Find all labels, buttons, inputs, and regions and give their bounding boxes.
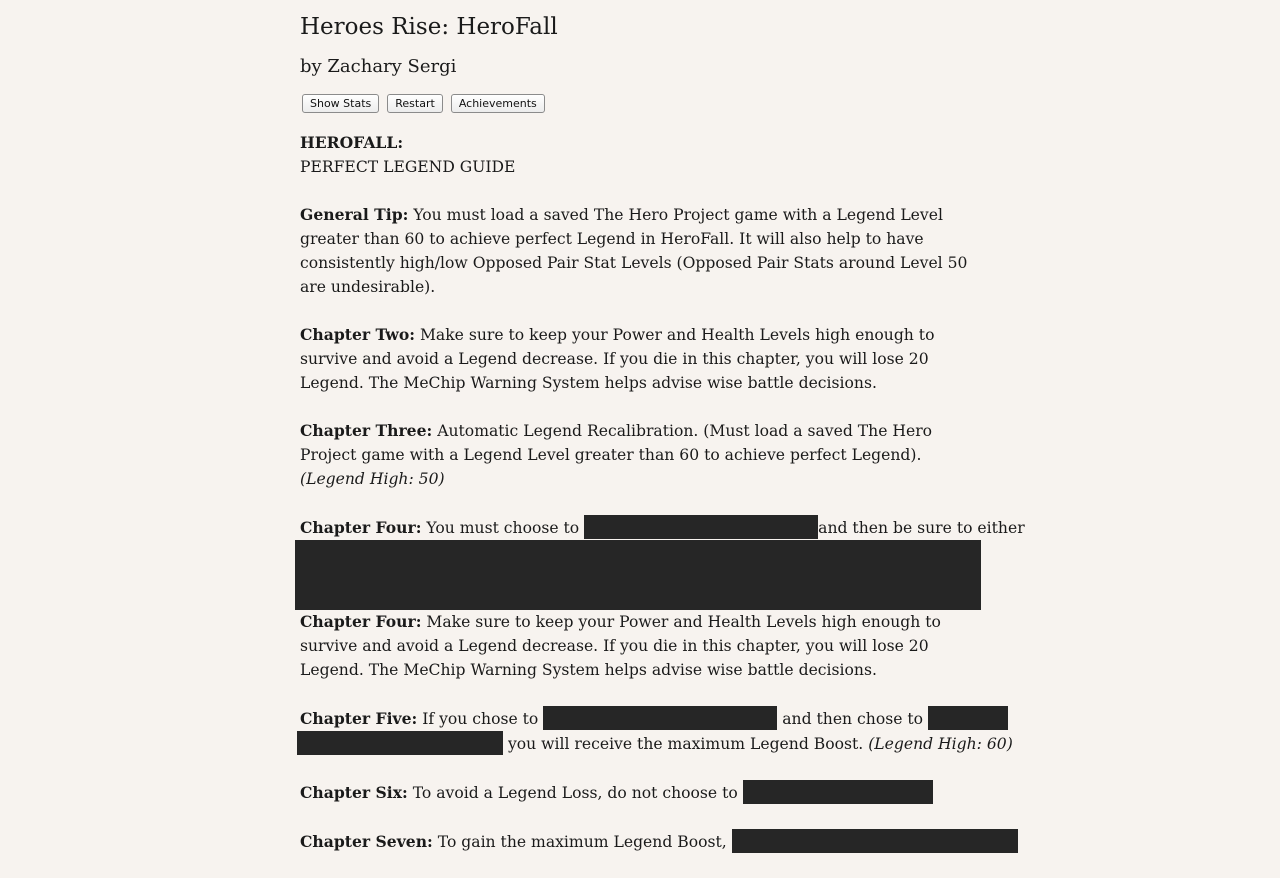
chapter-seven [300,829,990,854]
chapter-five [300,706,1013,756]
chapter-two [300,323,990,395]
chapter-four-a-text-1: You must choose to [421,519,585,537]
chapter-two-label: Chapter Two: [300,325,415,344]
toolbar [300,94,990,114]
game-title: Heroes Rise: HeroFall [300,14,558,40]
game-page [300,12,1025,878]
chapter-four-a-label: Chapter Four: [300,518,422,537]
achievements-button[interactable]: Achievements [451,94,545,113]
chapter-four-a [300,515,1025,610]
chapter-three [300,419,990,491]
show-stats-button[interactable]: Show Stats [302,94,379,113]
chapter-five-text-1: If you chose to [417,710,544,728]
redacted-spoiler-block [295,540,981,610]
game-author: by Zachary Sergi [300,56,457,77]
redacted-spoiler [928,706,1008,730]
chapter-four-b [300,610,990,682]
chapter-five-text-2: and then chose to [777,710,929,728]
chapter-three-text: Automatic Legend Recalibration. (Must load a saved The Hero Project game with a Legend Level greater than 60 to achieve perfect Legend). [300,422,933,464]
chapter-five-text-3: you will receive the maximum Legend Boost. [503,735,869,753]
chapter-six-text: To avoid a Legend Loss, do not choose to [407,784,743,802]
chapter-six [300,780,990,805]
restart-button[interactable]: Restart [387,94,443,113]
general-tip [300,203,990,299]
chapter-seven-label: Chapter Seven: [300,832,433,851]
redacted-spoiler [543,706,777,730]
chapter-three-label: Chapter Three: [300,421,433,440]
redacted-spoiler [743,780,933,804]
guide-text [300,131,1025,854]
chapter-seven-text: To gain the maximum Legend Boost, [432,833,732,851]
chapter-five-label: Chapter Five: [300,709,418,728]
general-tip-text: You must load a saved The Hero Project game with a Legend Level greater than 60 to achieve perfect Legend in HeroFall. It will also help to have consistently high/low Opposed Pair Stat Levels (Opposed Pair Stats around Level 50 are undesirable). [300,206,968,296]
chapter-four-b-label: Chapter Four: [300,612,422,631]
redacted-spoiler [297,731,503,755]
chapter-four-b-text: Make sure to keep your Power and Health Levels high enough to survive and avoid a Legend decrease. If you die in this chapter, you will lose 20 Legend. The MeChip Warning System helps advise wise battle decisions. [300,613,941,679]
chapter-six-label: Chapter Six: [300,783,408,802]
redacted-spoiler [584,515,818,539]
guide-heading-subtitle: PERFECT LEGEND GUIDE [300,158,516,176]
redacted-spoiler [732,829,1018,853]
guide-heading [300,131,990,179]
chapter-two-text: Make sure to keep your Power and Health Levels high enough to survive and avoid a Legend decrease. If you die in this chapter, you will lose 20 Legend. The MeChip Warning System helps advise wise battle decisions. [300,326,935,392]
chapter-four-a-text-2: and then be sure to either [818,519,1025,537]
general-tip-label: General Tip: [300,205,409,224]
guide-heading-title: HEROFALL: [300,133,404,152]
chapter-five-note: (Legend High: 60) [868,735,1013,753]
chapter-three-note: (Legend High: 50) [300,470,445,488]
